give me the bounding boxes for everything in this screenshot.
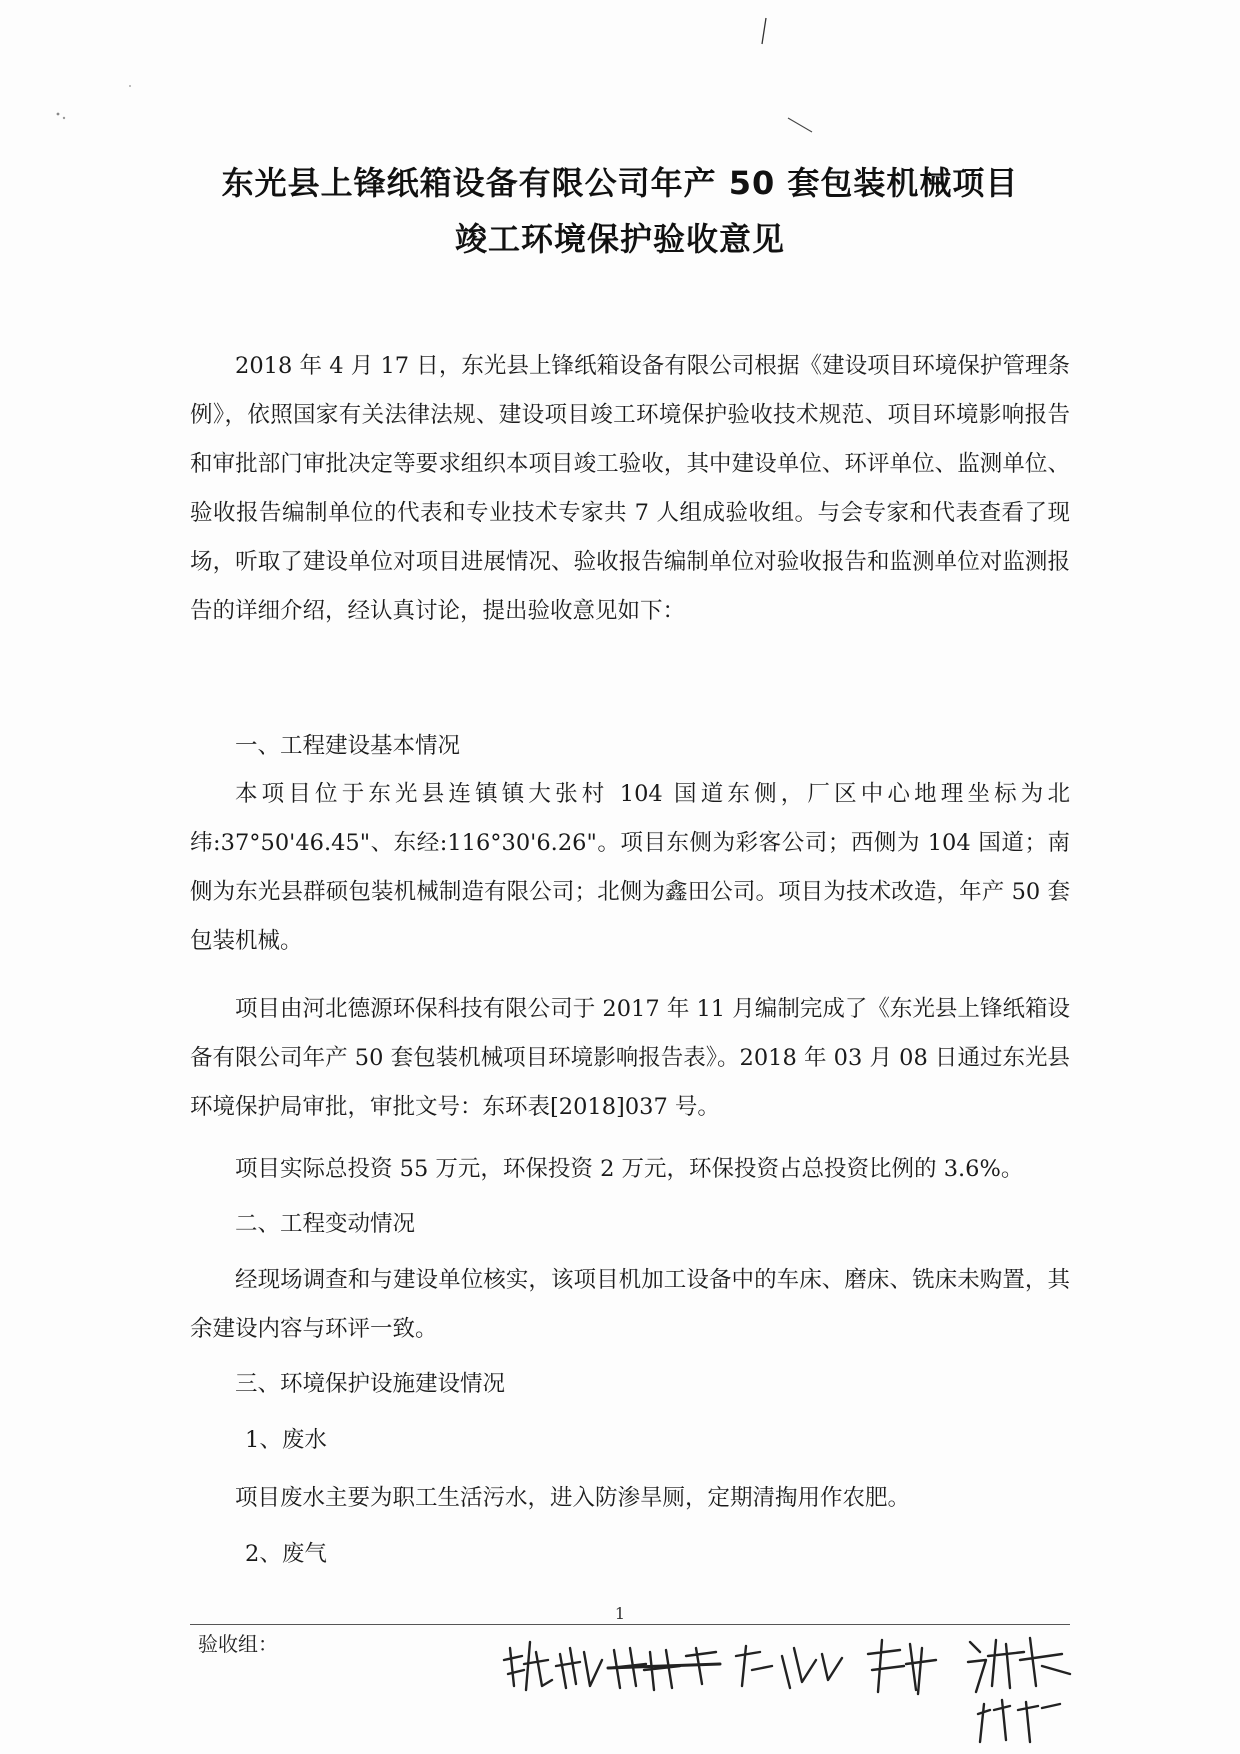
intro-paragraph: 2018 年 4 月 17 日，东光县上锋纸箱设备有限公司根据《建设项目环境保护管理条例》，依照国家有关法律法规、建设项目竣工环境保护验收技术规范、项目环境影响报告和审批部门审批决定等要求组织本项目竣工验收，其中建设单位、环评单位、监测单位、验收报告编制单位的代表和专业技术专家共 7 人组成验收组。与会专家和代表查看了现场，听取了建设单位对项目进展情况、验收报告编制单位对验收报告和监测单位对监测报告的详细介绍，经认真讨论，提出验收意见如下：: [190, 353, 1070, 624]
section1-paragraph-location: 本项目位于东光县连镇镇大张村 104 国道东侧，厂区中心地理坐标为北纬:37°50'46.45"、东经:116°30'6.26"。项目东侧为彩客公司；西侧为 104 国道；南侧为东光县群硕包装机械制造有限公司；北侧为鑫田公司。项目为技术改造，年产 50 套包装机械。: [190, 781, 1070, 954]
section1-paragraph-investment: 项目实际总投资 55 万元，环保投资 2 万元，环保投资占总投资比例的 3.6%。: [235, 1156, 1024, 1182]
section3-subheading-wastewater: 1、废水: [245, 1427, 327, 1453]
handwritten-signatures: [490, 1590, 1210, 1754]
acceptance-group-label: 验收组：: [198, 1632, 278, 1656]
section1-heading: 一、工程建设基本情况: [235, 733, 461, 759]
section2-heading: 二、工程变动情况: [235, 1211, 416, 1237]
scan-mark-top: [0, 0, 1240, 140]
section3-wastewater-paragraph: 项目废水主要为职工生活污水，进入防渗旱厕，定期清掏用作农肥。: [235, 1485, 911, 1511]
page-number: 1: [614, 1604, 626, 1623]
document-title-line1: 东光县上锋纸箱设备有限公司年产 50 套包装机械项目: [221, 164, 1019, 202]
section3-heading: 三、环境保护设施建设情况: [235, 1371, 506, 1397]
section1-paragraph-eia: 项目由河北德源环保科技有限公司于 2017 年 11 月编制完成了《东光县上锋纸箱设备有限公司年产 50 套包装机械项目环境影响报告表》。2018 年 03 月 08 日通过东光县环境保护局审批，审批文号：东环表[2018]037 号。: [190, 996, 1070, 1120]
section3-subheading-exhaust: 2、废气: [245, 1541, 327, 1567]
document-title-line2: 竣工环境保护验收意见: [454, 220, 785, 258]
section2-paragraph: 经现场调查和与建设单位核实，该项目机加工设备中的车床、磨床、铣床未购置，其余建设内容与环评一致。: [190, 1267, 1070, 1342]
